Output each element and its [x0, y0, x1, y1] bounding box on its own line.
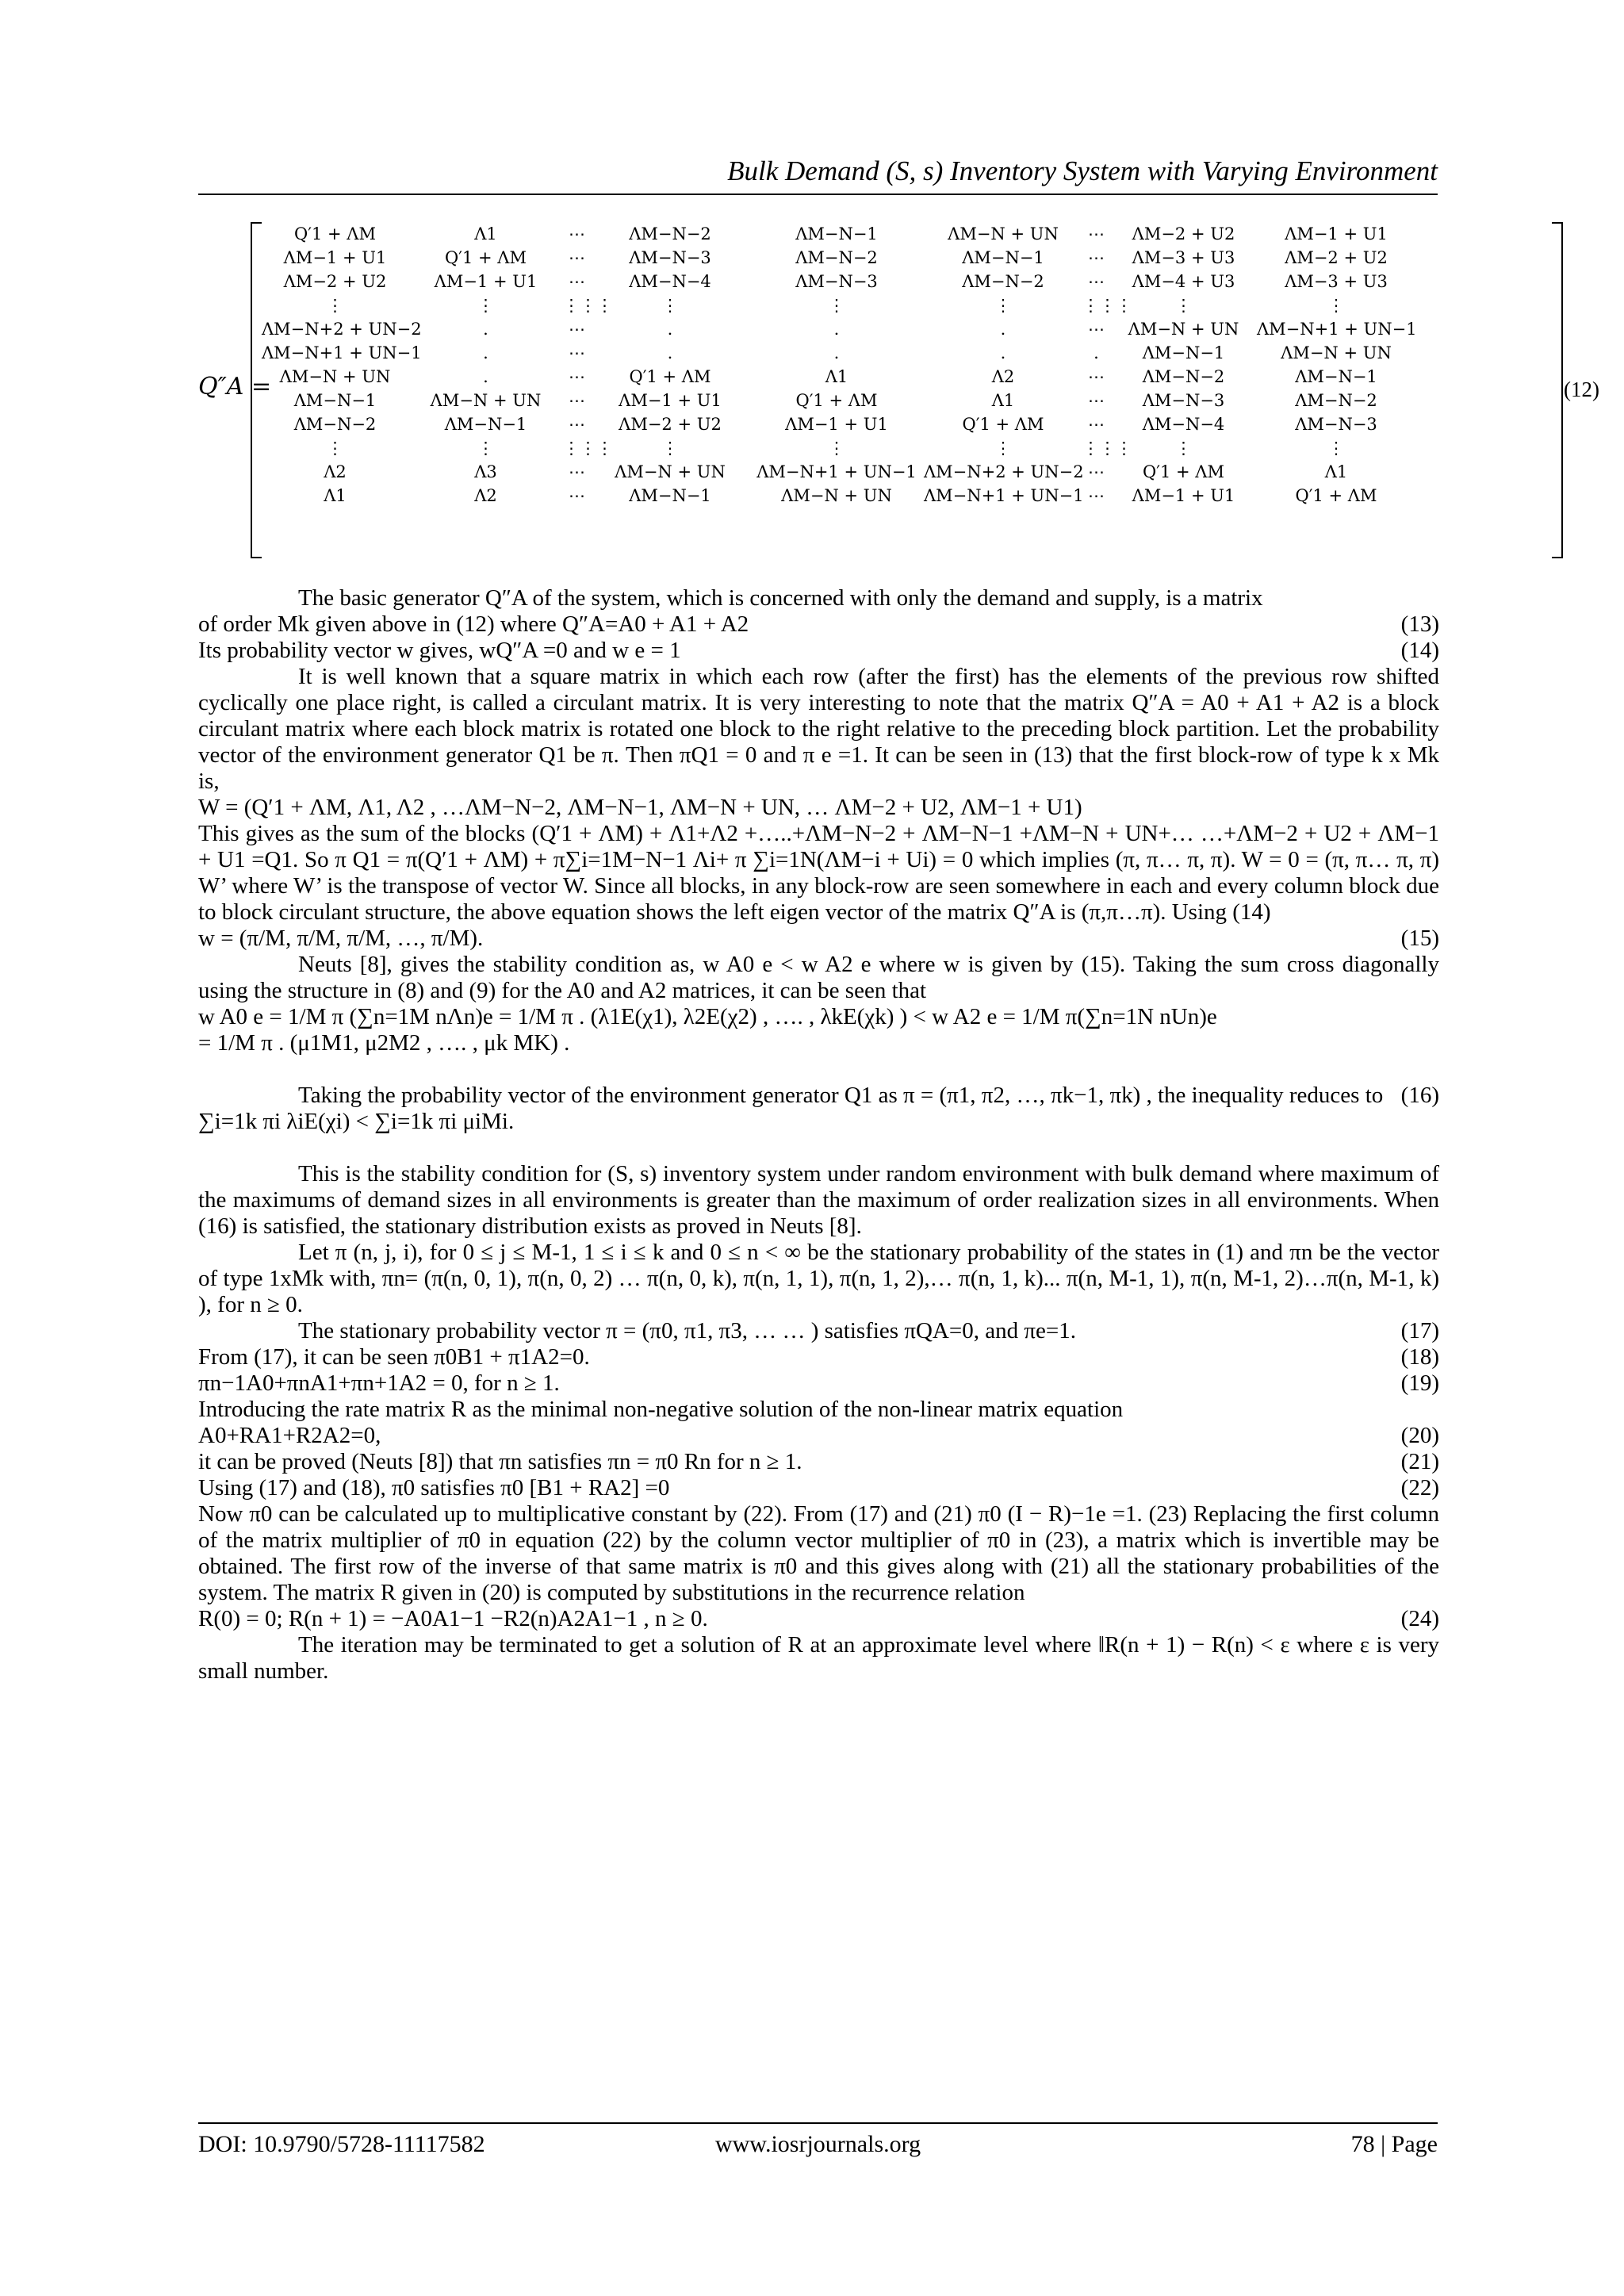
matrix-cell: ⋯	[1088, 224, 1105, 243]
matrix-cell: .	[1094, 343, 1099, 362]
equation-number: (22)	[1400, 1475, 1439, 1501]
matrix-cell: ⋯	[1088, 272, 1105, 291]
matrix-cell: ⋮	[994, 296, 1012, 315]
paragraph: Neuts [8], gives the stability condition as, w A0 e < w A2 e where w is given by (15). Taking the sum cross diagonally using the structure in (8) and (9) for the A0 and A2 matrices, it can be seen that	[198, 952, 1439, 1003]
matrix-cell: ΛM−N−2	[795, 248, 878, 267]
matrix-cell: ⋯	[1088, 367, 1105, 386]
matrix-cell: .	[667, 343, 673, 362]
equation-line	[198, 1083, 1439, 1135]
matrix-cell: ΛM−1 + U1	[1285, 224, 1388, 243]
paragraph: Let π (n, j, i), for 0 ≤ j ≤ M-1, 1 ≤ i ≤ k and 0 ≤ n < ∞ be the stationary probability of the states in (1) and πn be the vector of type 1xMk with, πn= (π(n, 0, 1), π(n, 0, 2) … π(n, 0, k), π(n, 1, 1), π(n, 1, 2),… π(n, 1, k)... π(n, M-1, 1), π(n, M-1, 2)…π(n, M-1, k) ), for n ≥ 0.	[198, 1240, 1440, 1317]
matrix-cell: .	[1000, 320, 1006, 339]
equation-number: (13)	[1400, 611, 1439, 637]
matrix-cell: ΛM−N+1 + UN−1	[756, 462, 917, 481]
paragraph: The iteration may be terminated to get a solution of R at an approximate level where ‖R(n + 1) − R(n) < ε where ε is very small number.	[198, 1632, 1439, 1684]
matrix-cell: ΛM−N+2 + UN−2	[924, 462, 1084, 481]
matrix-cell: ⋮	[1327, 439, 1345, 458]
equation-number: (18)	[1400, 1344, 1439, 1370]
equation: πn−1A0+πnA1+πn+1A2 = 0, for n ≥ 1.	[198, 1370, 560, 1396]
equation: Its probability vector w gives, wQ″A =0 and w e = 1	[198, 638, 681, 663]
matrix-cell: ΛM−N+1 + UN−1	[1257, 320, 1417, 339]
matrix-cell: Λ1	[825, 367, 848, 386]
equation-line	[198, 1606, 1439, 1632]
matrix-cell: Λ1	[474, 224, 497, 243]
equation: it can be proved (Neuts [8]) that πn satisfies πn = π0 Rn for n ≥ 1.	[198, 1449, 802, 1474]
equation-number: (21)	[1400, 1449, 1439, 1474]
matrix-cell: ΛM−N + UN	[1281, 343, 1392, 362]
matrix-grid	[262, 222, 1562, 555]
paragraph: It is well known that a square matrix in which each row (after the first) has the elements of the previous row shifted cyclically one place right, is called a circulant matrix. It is very interesting to note that the matrix Q″A = A0 + A1 + A2 is a block circulant matrix where each block matrix is rotated one block to the right relative to the preceding block partition. Let the probability vector of the environment generator Q1 be π. Then πQ1 = 0 and π e =1. It can be seen in (13) that the first block-row of type k x Mk is,	[198, 664, 1439, 794]
paragraph: This gives as the sum of the blocks (Q′1 + ΛM) + Λ1+Λ2 +…..+ΛM−N−2 + ΛM−N−1 +ΛM−N + UN+… …+ΛM−2 + U2 + ΛM−1 + U1 =Q1. So π Q1 = π(Q′1 + ΛM) + π∑i=1M−N−1 Λi+ π ∑i=1N(ΛM−i + Ui) = 0 which implies (π, π… π, π). W = 0 = (π, π… π, π) W’ where W’ is the transpose of vector W. Since all blocks, in any block-row are seen somewhere in each and every column block due to block circulant structure, the above equation shows the left eigen vector of the matrix Q″A is (π,π…π). Using (14)	[198, 821, 1439, 925]
matrix-cell: Λ1	[324, 486, 347, 505]
block-circulant-matrix	[198, 216, 1599, 565]
matrix-cell: ΛM−N−2	[1295, 391, 1377, 410]
matrix-cell: Λ2	[474, 486, 497, 505]
equation: Using (17) and (18), π0 satisfies π0 [B1 + RA2] =0	[198, 1475, 670, 1501]
matrix-cell: ΛM−N+1 + UN−1	[262, 343, 422, 362]
matrix-cell: ΛM−1 + U1	[785, 415, 888, 434]
matrix-cell: ΛM−N−3	[795, 272, 878, 291]
paragraph: This is the stability condition for (S, s) inventory system under random environment with bulk demand where maximum of the maximums of demand sizes in all environments is greater than the maximum of order realization sizes in all environments. When (16) is satisfied, the stationary distribution exists as proved in Neuts [8].	[198, 1161, 1439, 1239]
page-number: 78 | Page	[1350, 2131, 1438, 2157]
equation: The stationary probability vector π = (π0, π1, π3, … … ) satisfies πQA=0, and πe=1.	[298, 1318, 1076, 1343]
matrix-cell: ΛM−N + UN	[948, 224, 1059, 243]
matrix-cell: ΛM−N−1	[629, 486, 711, 505]
matrix-cell: ΛM−3 + U3	[1285, 272, 1388, 291]
matrix-cell: Λ1	[991, 391, 1015, 410]
matrix-cell: ⋯	[569, 248, 585, 267]
matrix-cell: ⋯	[1088, 486, 1105, 505]
matrix-cell: ΛM−2 + U2	[283, 272, 387, 291]
matrix-cell: ΛM−N + UN	[1128, 320, 1239, 339]
matrix-cell: ΛM−N−1	[795, 224, 878, 243]
equation-line	[198, 611, 1439, 638]
matrix-cell: ⋮	[828, 296, 845, 315]
matrix-cell: ΛM−4 + U3	[1132, 272, 1235, 291]
matrix-cell: ⋯	[569, 391, 585, 410]
body-text	[198, 585, 1439, 1685]
equation-line	[198, 1344, 1439, 1370]
matrix-cell: ⋮	[1175, 296, 1192, 315]
matrix-cell: ΛM−N−2	[629, 224, 711, 243]
matrix-cell: ΛM−N−3	[629, 248, 711, 267]
matrix-cell: Q′1 + ΛM	[1295, 486, 1377, 505]
matrix-cell: ⋯	[569, 486, 585, 505]
paragraph: Now π0 can be calculated up to multiplicative constant by (22). From (17) and (21) π0 (I − R)−1e =1. (23) Replacing the first column of the matrix multiplier of π0 in equation (22) by the column vector multiplier of π0 in (23), a matrix which is invertible may be obtained. The first row of the inverse of that same matrix is π0 and this gives along with (21) all the stationary probabilities of the system. The matrix R given in (20) is computed by substitutions in the recurrence relation	[198, 1501, 1439, 1605]
matrix-right-bracket	[1552, 222, 1563, 558]
equation-number: (14)	[1400, 638, 1439, 663]
equation-line	[198, 1423, 1439, 1449]
matrix-cell: .	[833, 320, 840, 339]
matrix-cell: ⋮⋮⋮	[1082, 439, 1132, 458]
matrix-cell: ⋯	[1088, 462, 1105, 481]
matrix-cell: ΛM−N−1	[293, 391, 377, 410]
matrix-cell: ⋯	[1088, 415, 1105, 434]
matrix-cell: Q′1 + ΛM	[629, 367, 711, 386]
matrix-cell: Q′1 + ΛM	[294, 224, 376, 243]
header-rule	[198, 194, 1438, 195]
matrix-cell: .	[667, 320, 673, 339]
matrix-cell: ⋯	[569, 462, 585, 481]
matrix-cell: Λ3	[474, 462, 497, 481]
equation: w = (π/M, π/M, π/M, …, π/M).	[198, 926, 484, 951]
equation: R(0) = 0; R(n + 1) = −A0A1−1 −R2(n)A2A1−1 , n ≥ 0.	[198, 1606, 708, 1631]
equation-number: (17)	[1400, 1318, 1439, 1343]
matrix-cell: ⋮	[477, 439, 494, 458]
matrix-cell: ⋯	[569, 272, 585, 291]
matrix-cell: Q′1 + ΛM	[962, 415, 1044, 434]
paragraph: Introducing the rate matrix R as the minimal non-negative solution of the non-linear matrix equation	[198, 1397, 1124, 1422]
matrix-cell: ΛM−N−2	[1142, 367, 1225, 386]
matrix-cell: ΛM−N−3	[1295, 415, 1377, 434]
matrix-cell: Λ2	[991, 367, 1015, 386]
matrix-cell: ⋮	[1327, 296, 1345, 315]
matrix-cell: ⋯	[569, 343, 585, 362]
matrix-cell: .	[483, 367, 488, 386]
equation-line	[198, 1318, 1439, 1344]
equation-line	[198, 1475, 1439, 1501]
matrix-label: Q″A =	[198, 373, 272, 401]
matrix-cell: .	[1000, 343, 1006, 362]
running-header: Bulk Demand (S, s) Inventory System with Varying Environment	[727, 155, 1438, 186]
matrix-cell: ⋯	[569, 415, 585, 434]
matrix-cell: Q′1 + ΛM	[795, 391, 878, 410]
matrix-cell: ΛM−1 + U1	[619, 391, 722, 410]
matrix-cell: ⋯	[1088, 391, 1105, 410]
equation-line	[198, 1370, 1439, 1397]
matrix-cell: ⋮	[661, 439, 679, 458]
matrix-cell: ⋮⋮⋮	[563, 296, 613, 315]
equation-number: (12)	[1564, 378, 1599, 401]
matrix-cell: ΛM−N−4	[629, 272, 711, 291]
equation-number: (24)	[1400, 1606, 1439, 1631]
matrix-cell: ΛM−2 + U2	[1132, 224, 1235, 243]
matrix-cell: ΛM−N−2	[962, 272, 1044, 291]
equation: From (17), it can be seen π0B1 + π1A2=0.	[198, 1344, 590, 1370]
equation-number: (20)	[1400, 1423, 1439, 1448]
matrix-cell: ΛM−N + UN	[279, 367, 391, 386]
equation-number: (15)	[1400, 926, 1439, 951]
matrix-cell: ΛM−N + UN	[781, 486, 892, 505]
matrix-cell: ⋯	[1088, 320, 1105, 339]
matrix-cell: Λ2	[324, 462, 347, 481]
matrix-cell: ΛM−N−1	[1295, 367, 1377, 386]
matrix-cell: .	[483, 320, 488, 339]
matrix-cell: ⋮	[327, 296, 343, 315]
matrix-cell: ΛM−2 + U2	[1285, 248, 1388, 267]
matrix-cell: ΛM−N + UN	[615, 462, 726, 481]
matrix-cell: ΛM−N−1	[962, 248, 1044, 267]
matrix-cell: .	[483, 343, 488, 362]
matrix-cell: ΛM−N+2 + UN−2	[262, 320, 422, 339]
matrix-cell: ΛM−2 + U2	[619, 415, 722, 434]
page-footer	[198, 2129, 1438, 2160]
matrix-cell: ⋯	[569, 320, 585, 339]
matrix-cell: ⋯	[569, 224, 585, 243]
matrix-cell: ΛM−N−1	[444, 415, 527, 434]
matrix-cell: ⋮⋮⋮	[1082, 296, 1132, 315]
equation: A0+RA1+R2A2=0,	[198, 1423, 381, 1448]
matrix-cell: Q′1 + ΛM	[1143, 462, 1224, 481]
equation: = 1/M π . (μ1M1, μ2M2 , …. , μk MK) .	[198, 1030, 570, 1056]
matrix-cell: ΛM−1 + U1	[434, 272, 538, 291]
journal-website-link[interactable]: www.iosrjournals.org	[714, 2131, 921, 2157]
matrix-cell: ⋮	[994, 439, 1012, 458]
equation-number: (19)	[1400, 1370, 1439, 1396]
matrix-cell: ⋯	[569, 367, 585, 386]
matrix-cell: ⋮	[661, 296, 679, 315]
matrix-cell: ⋮	[828, 439, 845, 458]
matrix-cell: Λ1	[1324, 462, 1348, 481]
equation: w A0 e = 1/M π (∑n=1M nΛn)e = 1/M π . (λ1E(χ1), λ2E(χ2) , …. , λkE(χk) ) < w A2 e = 1/M π(∑n=1N nUn)e	[198, 1004, 1217, 1029]
equation: of order Mk given above in (12) where Q″A=A0 + A1 + A2	[198, 611, 749, 637]
matrix-cell: ΛM−N−1	[1142, 343, 1225, 362]
matrix-cell: ΛM−N + UN	[430, 391, 542, 410]
matrix-cell: ΛM−N−3	[1142, 391, 1225, 410]
matrix-cell: ΛM−N−4	[1142, 415, 1225, 434]
paragraph: Taking the probability vector of the environment generator Q1 as π = (π1, π2, …, πk−1, πk) , the inequality reduces to ∑i=1k πi λiE(χi) < ∑i=1k πi μiMi.	[198, 1083, 1384, 1134]
paragraph: The basic generator Q″A of the system, which is concerned with only the demand and supply, is a matrix	[298, 585, 1263, 611]
matrix-left-bracket	[251, 222, 262, 558]
matrix-cell: .	[833, 343, 840, 362]
equation-number: (16)	[1400, 1083, 1439, 1108]
matrix-cell: ΛM−N+1 + UN−1	[924, 486, 1084, 505]
matrix-cell: ⋮	[1175, 439, 1192, 458]
matrix-cell: ΛM−N−2	[293, 415, 377, 434]
matrix-cell: Q′1 + ΛM	[445, 248, 527, 267]
matrix-cell: ⋮	[327, 439, 343, 458]
matrix-cell: ΛM−3 + U3	[1132, 248, 1235, 267]
matrix-cell: ⋮⋮⋮	[563, 439, 613, 458]
matrix-cell: ΛM−1 + U1	[1132, 486, 1235, 505]
matrix-cell: ΛM−1 + U1	[283, 248, 387, 267]
equation-line	[198, 1449, 1439, 1475]
doi-text: DOI: 10.9790/5728-11117582	[198, 2131, 485, 2157]
equation-line	[198, 926, 1439, 952]
matrix-cell: ⋯	[1088, 248, 1105, 267]
footer-rule	[198, 2122, 1438, 2124]
matrix-cell: ⋮	[477, 296, 494, 315]
equation-line	[198, 638, 1439, 664]
equation: W = (Q′1 + ΛM, Λ1, Λ2 , …ΛM−N−2, ΛM−N−1, ΛM−N + UN, … ΛM−2 + U2, ΛM−1 + U1)	[198, 795, 1082, 820]
